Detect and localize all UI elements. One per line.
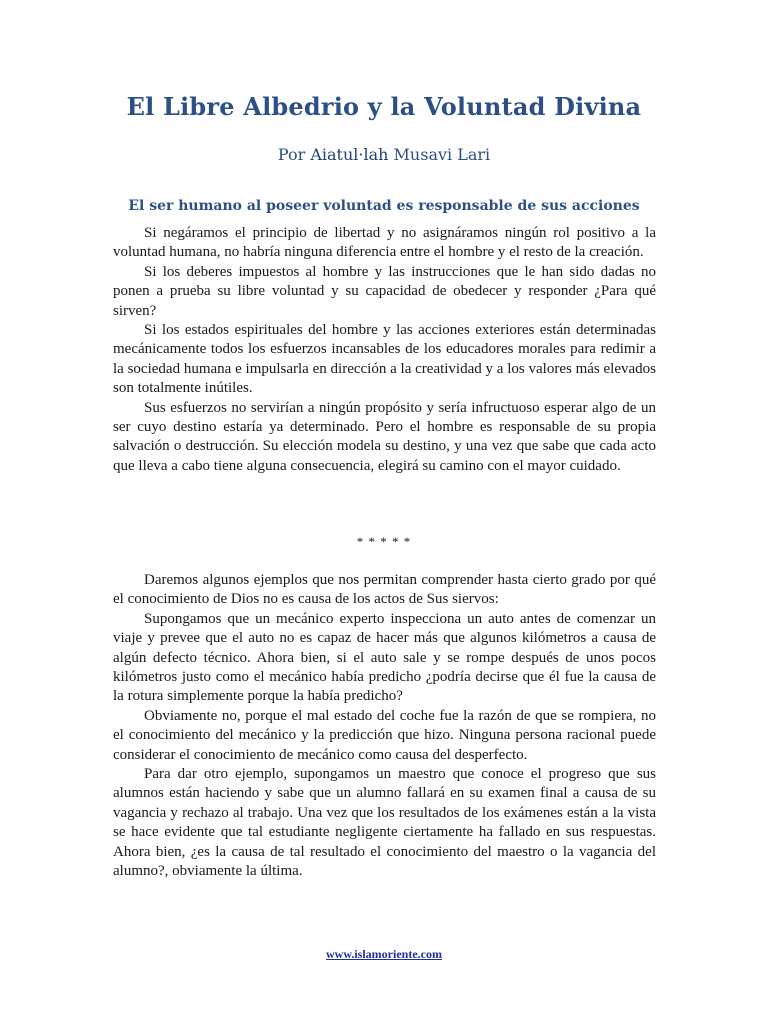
paragraph: Si los estados espirituales del hombre y las acciones exteriores están determinadas mecánicamente todos los esfuerzos incansables de los educadores morales para redimir a la sociedad humana e impulsarla en dirección a la creatividad y a los valores más elevados son totalmente inútiles. bbox=[113, 322, 656, 397]
byline-author-rest: Musavi Lari bbox=[393, 145, 491, 164]
section-2-body bbox=[113, 571, 656, 882]
paragraph: Sus esfuerzos no servirían a ningún propósito y sería infructuoso esperar algo de un ser cuyo destino estaría ya determinado. Pero el hombre es responsable de su propia salvación o destrucción. Su elección modela su destino, y una vez que sabe que cada acto que lleva a cabo tiene alguna consecuencia, elegirá su camino con el mayor cuidado. bbox=[113, 399, 656, 474]
paragraph: Para dar otro ejemplo, supongamos un maestro que conoce el progreso que sus alumnos están haciendo y sabe que un alumno fallará en su examen final a causa de su vagancia y rechazo al trabajo. Una vez que los resultados de los exámenes están a la vista se hace evidente que tal estudiante negligente ciertamente ha fallado en sus respuestas. Ahora bien, ¿es la causa de tal resultado el conocimiento del maestro o la vagancia del alumno?, obviamente la última. bbox=[113, 766, 656, 880]
byline-author-first: Aiatul·lah bbox=[310, 145, 389, 164]
paragraph: Si negáramos el principio de libertad y no asignáramos ningún rol positivo a la voluntad humana, no habría ninguna diferencia entre el hombre y el resto de la creación. bbox=[113, 225, 656, 261]
section-1-body bbox=[113, 224, 656, 476]
document-title: El Libre Albedrio y la Voluntad Divina bbox=[126, 92, 642, 121]
website-link[interactable]: www.islamoriente.com bbox=[326, 947, 442, 961]
paragraph: Daremos algunos ejemplos que nos permitan comprender hasta cierto grado por qué el conocimiento de Dios no es causa de los actos de Sus siervos: bbox=[113, 572, 656, 608]
section-separator: * * * * * bbox=[356, 534, 412, 549]
byline-prefix: Por bbox=[277, 145, 306, 164]
byline bbox=[0, 145, 768, 164]
paragraph: Obviamente no, porque el mal estado del coche fue la razón de que se rompiera, no el conocimiento del mecánico y la predicción que hizo. Ninguna persona racional puede considerar el conocimiento de mecánico como causa del desperfecto. bbox=[113, 707, 656, 763]
paragraph: Supongamos que un mecánico experto inspecciona un auto antes de comenzar un viaje y prevee que el auto no es capaz de hacer más que algunos kilómetros a causa de algún defecto técnico. Ahora bien, si el auto sale y se rompe después de unos pocos kilómetros justo como el mecánico había predicho ¿podría decirse que él fue la causa de la rotura simplemente porque la había predicho? bbox=[113, 610, 656, 705]
section-subtitle: El ser humano al poseer voluntad es responsable de sus acciones bbox=[128, 198, 640, 214]
paragraph: Si los deberes impuestos al hombre y las instrucciones que le han sido dadas no ponen a prueba su libre voluntad y su capacidad de obedecer y responder ¿Para qué sirven? bbox=[113, 263, 656, 319]
